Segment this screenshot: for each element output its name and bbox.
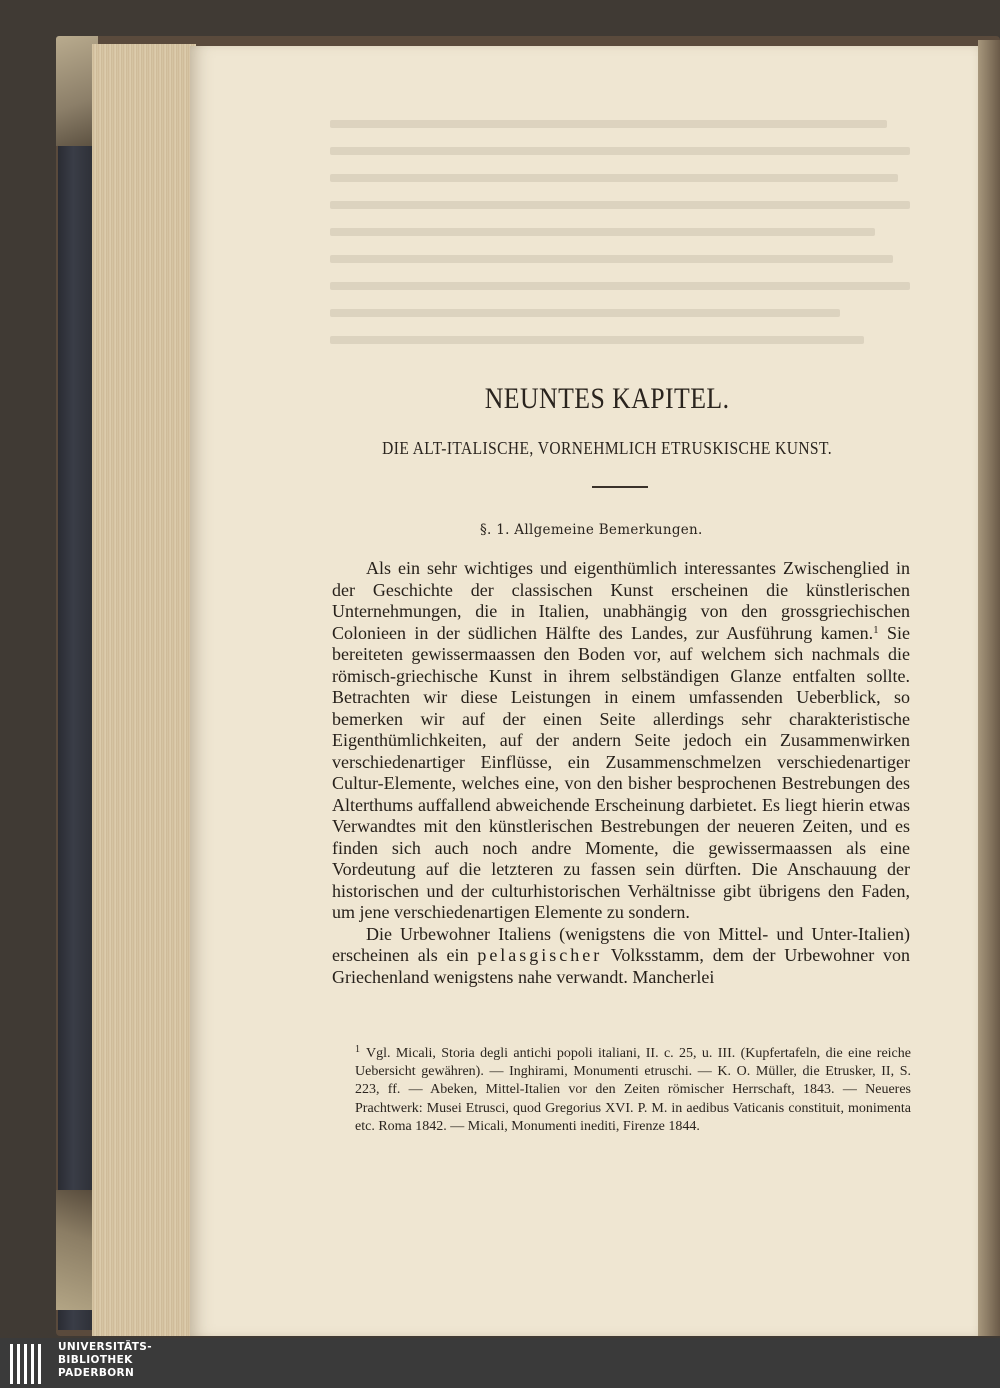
- paragraph-1-part-b: Sie bereiteten gewissermaassen den Boden vor, auf welchem sich nachmals die römisch-griechische Kunst in ihrem selbständigen Glanze entfalten sollte. Betrachten wir diese Leistungen in einem umfassenden Ueberblick, so bemerken wir auf der einen Seite allerdings sehr charakteristische Eigenthümlichkeiten, auf der andern Seite jedoch ein Zusammenwirken verschiedenartiger Einflüsse, ein Zusammenschmelzen verschiedenartiger Cultur-Elemente, welches eine, von den bisher besprochenen Bestrebungen des Alterthums auffallend abweichende Erscheinung darbietet. Es liegt hierin etwas Verwandtes mit den künstlerischen Bestrebungen der neueren Zeiten, und es finden sich auch noch andre Momente, die gewissermaassen als eine Vordeutung auf die letzteren zu fassen sein dürften. Die Anschauung der historischen und der culturhistorischen Verhältnisse gibt übrigens den Faden, um jene verschiedenartigen Elemente zu sondern.: [332, 622, 910, 922]
- footnote-mark: 1: [355, 1044, 360, 1055]
- section-heading: §. 1. Allgemeine Bemerkungen.: [480, 522, 703, 538]
- show-through-text: [330, 120, 910, 380]
- page-right-edge: [978, 40, 1000, 1336]
- title-rule: [592, 486, 648, 488]
- chapter-subtitle: DIE ALT-ITALISCHE, VORNEHMLICH ETRUSKISCHE KUNST.: [382, 438, 833, 458]
- paragraph-1: [332, 558, 910, 924]
- footnote-text: Vgl. Micali, Storia degli antichi popoli italiani, II. c. 25, u. III. (Kupfertafeln, die eine reiche Uebersicht gewähren). — Inghirami, Monumenti etruschi. — K. O. Müller, die Etrusker, II, S. 223, ff. — Abeken, Mittel-Italien vor den Zeiten römischer Herrschaft, 1843. — Neueres Prachtwerk: Musei Etrusci, quod Gregorius XVI. P. M. in aedibus Vaticanis constituit, monimenta etc. Roma 1842. — Micali, Monumenti inediti, Firenze 1844.: [355, 1046, 911, 1134]
- chapter-title: NEUNTES KAPITEL.: [484, 382, 730, 415]
- spaced-emphasis: pelasgischer: [477, 945, 603, 965]
- footnote: [355, 1045, 911, 1136]
- paragraph-2: [332, 924, 910, 989]
- library-logo-icon: [10, 1344, 50, 1384]
- paragraph-2-part-b: Volksstamm, dem der Urbewohner von Griechenland wenigstens nahe verwandt. Mancherlei: [332, 945, 911, 987]
- library-name-line-3: PADERBORN: [58, 1367, 135, 1379]
- paragraph-1-part-a: Als ein sehr wichtiges und eigenthümlich interessantes Zwischenglied in der Geschichte der classischen Kunst erscheinen die künstlerischen Unternehmungen, die in Italien, unabhängig von den grossgriechischen Colonieen in der südlichen Hälfte des Landes, zur Ausführung kamen.: [332, 558, 910, 643]
- page-edges: [92, 44, 196, 1336]
- library-name-line-1: UNIVERSITÄTS-: [58, 1341, 153, 1353]
- library-name-line-2: BIBLIOTHEK: [58, 1354, 133, 1366]
- body-text: [332, 558, 910, 988]
- paragraph-2-part-a: Die Urbewohner Italiens (wenigstens die von Mittel- und Unter-Italien) erscheinen als ein: [332, 923, 910, 965]
- footnote-reference: 1: [873, 623, 879, 636]
- library-name: [58, 1341, 278, 1380]
- book-spine: [58, 40, 96, 1330]
